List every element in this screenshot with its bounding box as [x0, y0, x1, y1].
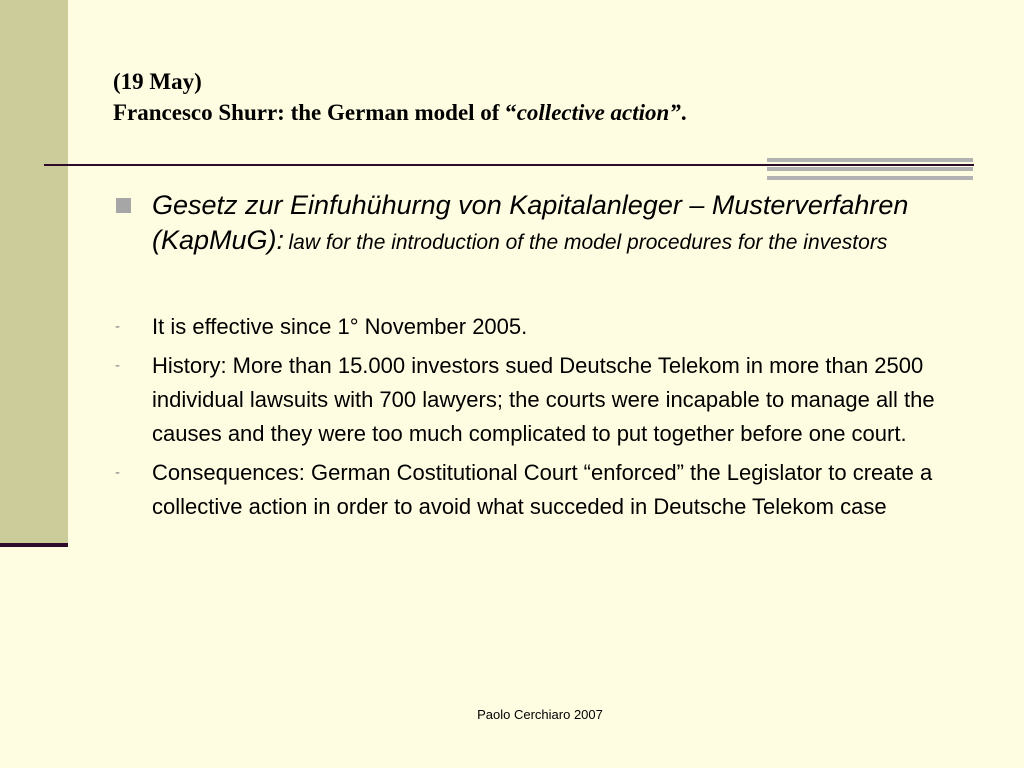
- title-topic-suffix: .: [680, 100, 687, 125]
- title-topic-italic: collective action”: [516, 100, 681, 125]
- main-bullet-small-text: law for the introduction of the model procedures for the investors: [288, 231, 888, 254]
- slide-footer: Paolo Cerchiaro 2007: [477, 707, 603, 722]
- main-bullet-large-text: Gesetz zur Einfuhühurng von Kapitalanleger – Musterverfahren (KapMuG):: [152, 190, 909, 255]
- title-line-date: (19 May): [113, 69, 202, 94]
- sub-bullet-text: Consequences: German Costitutional Court “enforced” the Legislator to create a collective action in order to avoid what succeded in Deutsche Telekom case: [152, 460, 933, 519]
- dash-bullet-icon: -: [115, 464, 120, 481]
- left-sidebar-rule: [0, 543, 68, 547]
- stripe: [767, 158, 973, 162]
- sub-bullet-text: History: More than 15.000 investors sued Deutsche Telekom in more than 2500 individual lawsuits with 700 lawyers; the courts were incapable to manage all the causes and they were too much complicated to put together before one court.: [152, 353, 935, 446]
- dash-bullet-icon: -: [115, 318, 120, 335]
- stripe: [767, 176, 973, 180]
- main-bullet: [113, 188, 973, 260]
- slide-title: [113, 66, 973, 128]
- title-line-topic: [113, 97, 973, 128]
- sub-bullet-text: It is effective since 1° November 2005.: [152, 314, 528, 339]
- slide-content: [113, 188, 973, 529]
- square-bullet-icon: [116, 198, 131, 213]
- sub-bullet-item: [113, 349, 973, 451]
- decorative-stripes: [767, 158, 973, 180]
- left-sidebar-band: [0, 0, 68, 545]
- sub-bullet-item: [113, 310, 973, 344]
- dash-bullet-icon: -: [115, 357, 120, 374]
- stripe: [767, 167, 973, 171]
- sub-bullet-item: [113, 456, 973, 524]
- title-topic-prefix: Francesco Shurr: the German model of “: [113, 100, 517, 125]
- sub-bullet-list: [113, 310, 973, 524]
